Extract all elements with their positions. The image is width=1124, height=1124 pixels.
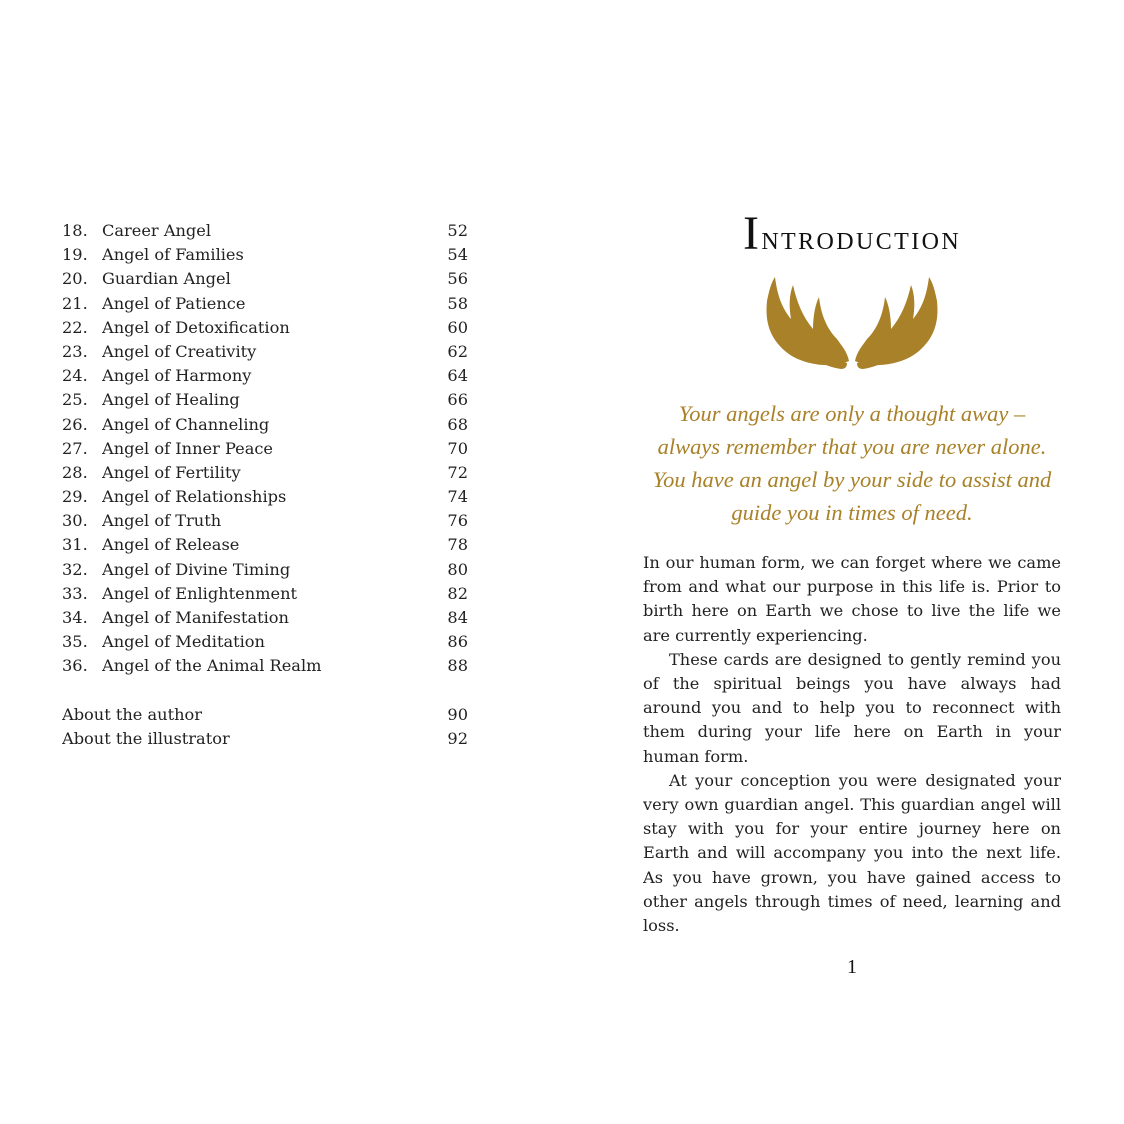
toc-entry-title: Angel of Divine Timing xyxy=(102,559,291,579)
toc-entry-title: Angel of Harmony xyxy=(102,366,252,386)
toc-entry-number: 33. xyxy=(62,583,88,603)
toc-entry-page: 68 xyxy=(447,414,468,434)
toc-entry-title: Angel of Truth xyxy=(102,511,222,531)
paragraph: These cards are designed to gently remind you of the spiritual beings you have always had around you and to help you to reconnect with them during your life here on Earth in your human form. xyxy=(643,649,1061,766)
quote-line: always remember that you are never alone. xyxy=(657,434,1047,459)
toc-entry-page: 72 xyxy=(447,462,468,482)
quote-line: You have an angel by your side to assist and xyxy=(652,467,1052,492)
toc-entry xyxy=(62,509,468,533)
toc-entry-title: Angel of Relationships xyxy=(102,487,287,507)
intro-quote xyxy=(633,397,1071,529)
toc-entry-page: 66 xyxy=(447,390,468,410)
toc-entry-number: 32. xyxy=(62,559,88,579)
toc-entry xyxy=(62,558,468,582)
toc-entry xyxy=(62,582,468,606)
toc-entry-page: 88 xyxy=(447,656,468,676)
toc-entry-number: 20. xyxy=(62,269,88,289)
toc-entry-number: 25. xyxy=(62,390,88,410)
toc-entry-number: 35. xyxy=(62,632,88,652)
toc-entry xyxy=(62,413,468,437)
toc-entry-page: 54 xyxy=(447,245,468,265)
toc-entry xyxy=(62,243,468,267)
toc-list xyxy=(62,219,468,679)
toc-entry-page: 90 xyxy=(447,704,468,724)
toc-entry-number: 19. xyxy=(62,245,88,265)
quote-line: Your angels are only a thought away – xyxy=(678,401,1026,426)
toc-entry-page: 82 xyxy=(447,583,468,603)
quote-line: guide you in times of need. xyxy=(731,500,973,525)
toc-extra-entry xyxy=(62,727,468,751)
toc-entry-title: Angel of Creativity xyxy=(102,341,257,361)
toc-entry-title: Angel of Families xyxy=(102,245,244,265)
toc-entry xyxy=(62,388,468,412)
toc-entry-page: 84 xyxy=(447,608,468,627)
toc-entry-number: 30. xyxy=(62,511,88,531)
toc-entry xyxy=(62,630,468,654)
toc-entry-title: About the illustrator xyxy=(62,728,230,748)
toc-entry-number: 18. xyxy=(62,221,88,240)
toc-entry-number: 22. xyxy=(62,317,88,337)
toc-entry-page: 56 xyxy=(447,269,468,289)
toc-entry-page: 58 xyxy=(447,293,468,313)
toc-entry-page: 52 xyxy=(447,221,468,240)
toc-entry-number: 23. xyxy=(62,341,88,361)
toc-entry-number: 34. xyxy=(62,608,88,627)
toc-entry xyxy=(62,461,468,485)
toc-entry-number: 21. xyxy=(62,293,88,313)
title-rest: ntroduction xyxy=(761,220,962,257)
toc-entry xyxy=(62,267,468,291)
toc-entry xyxy=(62,654,468,678)
toc-entry-page: 78 xyxy=(447,535,468,555)
toc-entry-page: 86 xyxy=(447,632,468,652)
toc-entry-page: 60 xyxy=(447,317,468,337)
toc-entry-page: 80 xyxy=(447,559,468,579)
toc-entry-page: 62 xyxy=(447,341,468,361)
toc-extra-entry xyxy=(62,703,468,727)
toc-extra-list xyxy=(62,703,468,751)
toc-entry xyxy=(62,364,468,388)
page-title xyxy=(643,206,1061,267)
toc-entry-title: Angel of Inner Peace xyxy=(102,438,274,458)
toc-entry-title: Angel of Healing xyxy=(102,390,240,410)
toc-entry-title: Angel of Channeling xyxy=(102,414,270,434)
toc-entry-title: Angel of Meditation xyxy=(102,632,265,652)
toc-entry-title: Angel of Manifestation xyxy=(102,608,289,627)
toc-entry-title: Angel of Fertility xyxy=(102,462,241,482)
paragraph: At your conception you were designated your very own guardian angel. This guardian angel will stay with you for your entire journey here on Earth and will accompany you into the next life. As you have grown, you have gained access to other angels through times of need, learning and loss. xyxy=(643,770,1061,936)
toc-entry-title: Angel of Patience xyxy=(102,293,246,313)
toc-entry xyxy=(62,533,468,557)
toc-entry-number: 29. xyxy=(62,487,88,507)
toc-entry xyxy=(62,292,468,316)
toc-entry-number: 31. xyxy=(62,535,88,555)
page-number: 1 xyxy=(847,956,857,979)
toc-entry-number: 36. xyxy=(62,656,88,676)
introduction-page xyxy=(643,206,1061,979)
toc-entry xyxy=(62,437,468,461)
title-initial: I xyxy=(742,207,762,260)
toc-entry-page: 64 xyxy=(447,366,468,386)
toc-entry-page: 76 xyxy=(447,511,468,531)
toc-entry xyxy=(62,219,468,243)
toc-entry xyxy=(62,340,468,364)
toc-entry-title: Angel of Release xyxy=(102,535,240,555)
toc-entry-number: 26. xyxy=(62,414,88,434)
toc-entry-number: 28. xyxy=(62,462,88,482)
toc-page xyxy=(62,219,468,751)
toc-entry-title: Angel of Detoxification xyxy=(102,317,290,337)
toc-entry-title: Guardian Angel xyxy=(102,269,231,289)
toc-entry-number: 27. xyxy=(62,438,88,458)
paragraph: In our human form, we can forget where we came from and what our purpose in this life is. Prior to birth here on Earth we chose to live the life we are currently experiencing. xyxy=(643,553,1061,645)
toc-entry-title: About the author xyxy=(62,704,203,724)
intro-body xyxy=(643,551,1061,938)
toc-entry-title: Angel of the Animal Realm xyxy=(102,656,322,676)
toc-entry xyxy=(62,485,468,509)
toc-entry xyxy=(62,316,468,340)
toc-entry-page: 92 xyxy=(447,728,468,748)
angel-wings-icon xyxy=(761,277,943,377)
toc-entry-title: Angel of Enlightenment xyxy=(102,583,298,603)
toc-entry-number: 24. xyxy=(62,366,88,386)
toc-entry xyxy=(62,606,468,630)
toc-entry-title: Career Angel xyxy=(102,221,212,240)
toc-entry-page: 74 xyxy=(447,487,468,507)
toc-entry-page: 70 xyxy=(447,438,468,458)
